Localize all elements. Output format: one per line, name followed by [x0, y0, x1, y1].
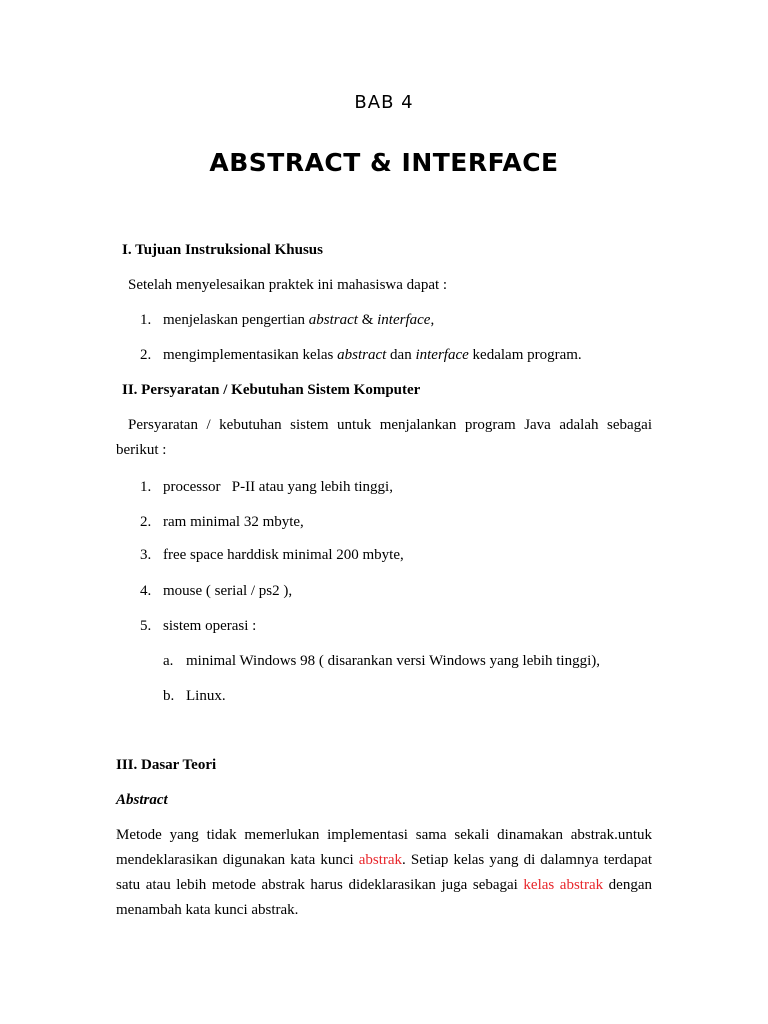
highlight-keyword: abstrak	[358, 852, 403, 868]
list-item-number: 2.	[140, 514, 152, 530]
sublist-item-letter: b.	[163, 688, 175, 704]
paragraph-line: menambah kata kunci abstrak.	[116, 902, 299, 918]
list-item-number: 1.	[140, 479, 152, 495]
chapter-label: BAB 4	[354, 92, 414, 113]
list-item-text: free space harddisk minimal 200 mbyte,	[163, 547, 404, 563]
list-item-number: 4.	[140, 583, 152, 599]
list-item-text: sistem operasi :	[163, 618, 257, 634]
highlight-keyword: kelas abstrak	[523, 877, 604, 893]
page-title: ABSTRACT & INTERFACE	[209, 148, 559, 177]
list-item-number: 2.	[140, 347, 152, 363]
list-item-text: menjelaskan pengertian abstract & interface,	[163, 312, 435, 328]
section-heading-tujuan: I. Tujuan Instruksional Khusus	[122, 242, 323, 258]
sublist-item-text: minimal Windows 98 ( disarankan versi Windows yang lebih tinggi),	[186, 653, 601, 669]
sublist-item-text: Linux.	[186, 688, 226, 704]
section-heading-dasar-teori: III. Dasar Teori	[116, 757, 217, 773]
list-item-text: mengimplementasikan kelas abstract dan interface kedalam program.	[163, 347, 582, 363]
list-item-text: mouse ( serial / ps2 ),	[163, 583, 293, 599]
section-intro-tujuan: Setelah menyelesaikan praktek ini mahasiswa dapat :	[128, 277, 448, 293]
list-item-number: 3.	[140, 547, 152, 563]
section-heading-persyaratan: II. Persyaratan / Kebutuhan Sistem Komputer	[122, 382, 421, 398]
section-intro-line: berikut :	[116, 442, 167, 458]
list-item-number: 1.	[140, 312, 152, 328]
subsection-heading-abstract: Abstract	[116, 792, 168, 808]
sublist-item-letter: a.	[163, 653, 174, 669]
section-intro-line: Persyaratan / kebutuhan sistem untuk menjalankan program Java adalah sebagai	[128, 417, 652, 433]
paragraph-line: mendeklarasikan digunakan kata kunci abstrak. Setiap kelas yang di dalamnya terdapat	[116, 852, 652, 868]
list-item-text: processor P-II atau yang lebih tinggi,	[163, 479, 393, 495]
list-item-text: ram minimal 32 mbyte,	[163, 514, 304, 530]
list-item-number: 5.	[140, 618, 152, 634]
paragraph-line: satu atau lebih metode abstrak harus dideklarasikan juga sebagai kelas abstrak dengan	[116, 877, 652, 893]
paragraph-line: Metode yang tidak memerlukan implementasi sama sekali dinamakan abstrak.untuk	[116, 827, 652, 843]
